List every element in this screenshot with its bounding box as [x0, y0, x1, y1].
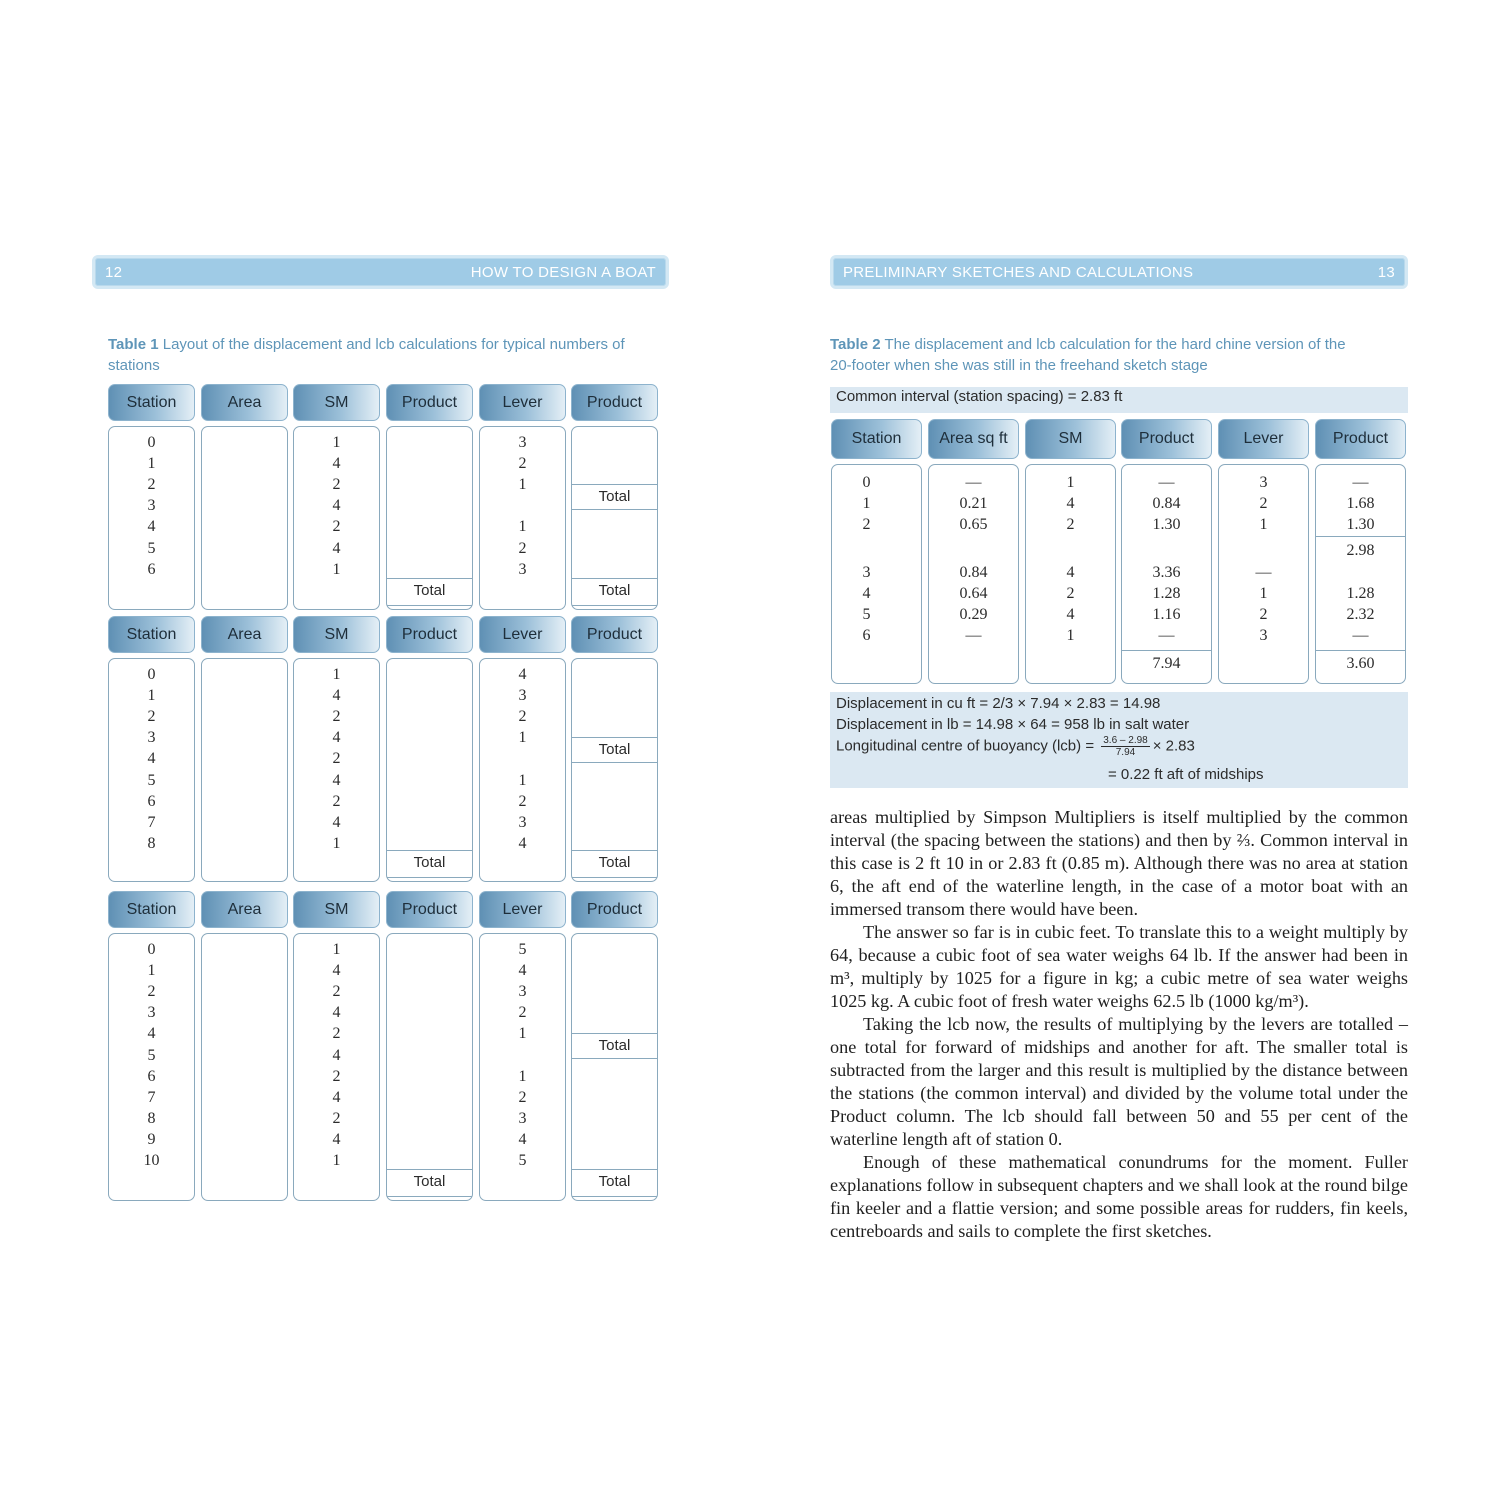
table1-cell: 9 — [147, 1130, 156, 1148]
table1-subtotal-rule — [572, 1058, 657, 1059]
table1-cell: 2 — [147, 476, 156, 494]
table1-cell: 4 — [518, 1130, 527, 1148]
table1-block1-col1 — [201, 658, 288, 882]
table1-cell: 4 — [147, 1025, 156, 1043]
table2-cell: — — [1352, 474, 1369, 491]
table1-cell: 4 — [147, 518, 156, 536]
common-interval-band — [830, 387, 1408, 413]
table2-cell: 0.84 — [1152, 495, 1181, 512]
table2-cell: 0.64 — [959, 585, 988, 602]
table2-cell: 1.16 — [1152, 606, 1181, 623]
right-running-title: PRELIMINARY SKETCHES AND CALCULATIONS — [843, 263, 1194, 281]
table2-cell: 4 — [1066, 564, 1075, 581]
table2-cell: 4 — [862, 585, 871, 602]
table1-cell: 2 — [332, 708, 341, 726]
table1-header-3: Product — [386, 891, 473, 928]
lcb-prefix: Longitudinal centre of buoyancy (lcb) = — [836, 737, 1099, 755]
table1-cell: 2 — [332, 983, 341, 1001]
lcb-formula — [836, 735, 1195, 758]
table2-cell: 3 — [1259, 627, 1268, 644]
table1-header-2: SM — [293, 891, 380, 928]
table1-cell: 1 — [518, 771, 527, 789]
table1-cell: 5 — [147, 1046, 156, 1064]
table1-total-label: Total — [413, 582, 446, 599]
table1-cell: 1 — [332, 1152, 341, 1169]
table1-header-0: Station — [108, 616, 195, 653]
table1-block1-col4 — [479, 658, 566, 882]
table2-cell: — — [1158, 627, 1175, 644]
table1-block0-col5 — [571, 426, 658, 610]
table1-cell: 4 — [332, 1004, 341, 1022]
table1-cell: 5 — [147, 539, 156, 557]
table1-cell: 2 — [332, 518, 341, 536]
table1-header-4: Lever — [479, 384, 566, 421]
table1-total-rule — [387, 877, 472, 878]
table1-cell: 1 — [332, 434, 341, 451]
table1-header-1: Area — [201, 891, 288, 928]
table1-header-3: Product — [386, 384, 473, 421]
table1-cell: 5 — [518, 1152, 527, 1169]
paragraph-4: Enough of these mathematical conundrums for the moment. Fuller explanations follow in subsequent chapters and we shall look at the round bilge fin keeler and a flattie version; and some possible areas for rudders, fin keels, centreboards and sails to complete the first sketches. — [830, 1152, 1408, 1241]
table1-cell: 5 — [518, 941, 527, 958]
table2-cell: 2 — [1259, 606, 1268, 623]
table1-cell: 2 — [518, 1088, 527, 1106]
table2-cell: 3.36 — [1152, 564, 1181, 581]
table1-total-rule — [572, 877, 657, 878]
table1-total-rule — [387, 850, 472, 851]
table1-cell: 4 — [332, 729, 341, 747]
table1-cell: 2 — [518, 792, 527, 810]
table1-cell: 0 — [147, 434, 156, 451]
table2-moment-rule — [1316, 650, 1405, 651]
table2-cell: 4 — [1066, 606, 1075, 623]
table2-header-4: Lever — [1218, 419, 1309, 459]
table1-cell: 4 — [147, 750, 156, 768]
table1-cell: 1 — [332, 666, 341, 683]
table1-block2-col3 — [386, 933, 473, 1201]
table1-cell: 4 — [332, 962, 341, 980]
table1-total-rule — [387, 578, 472, 579]
left-page-number: 12 — [105, 263, 123, 281]
table1-cell: 3 — [147, 729, 156, 747]
table1-cell: 6 — [147, 560, 156, 578]
table1-cell: 2 — [518, 708, 527, 726]
table2-cell: — — [965, 474, 982, 491]
table1-block2-col1 — [201, 933, 288, 1201]
table2-cell: 0.21 — [959, 495, 988, 512]
paragraph-1: areas multiplied by Simpson Multipliers is itself multiplied by the common interval (the spacing between the stations) and then by ⅔. Common interval in this case is 2 ft 10 in or 2.83 ft (0.85 m). Although there was no area at station 6, the aft end of the waterline length, in the case of a motor boat with an immersed transom there would have been. — [830, 807, 1408, 919]
table2-header-5: Product — [1315, 419, 1406, 459]
displacement-cuft: Displacement in cu ft = 2/3 × 7.94 × 2.83 = 14.98 — [836, 695, 1161, 712]
right-running-head — [830, 255, 1408, 289]
table1-cell: 1 — [332, 941, 341, 958]
table1-header-3: Product — [386, 616, 473, 653]
table2-cell: 6 — [862, 627, 871, 644]
table2-cell: 0.84 — [959, 564, 988, 581]
table1-cell: 6 — [147, 1067, 156, 1085]
lcb-frac-denominator: 7.94 — [1115, 747, 1136, 758]
table2-cell: 0.29 — [959, 606, 988, 623]
table1-subtotal-rule — [572, 1033, 657, 1034]
table1-subtotal-rule — [572, 762, 657, 763]
table1-header-2: SM — [293, 616, 380, 653]
table1-block1-col2 — [293, 658, 380, 882]
table2-cell: 1 — [862, 495, 871, 512]
table2-col-1 — [928, 464, 1019, 684]
table1-total-rule — [572, 605, 657, 606]
table2-cell: 1.28 — [1152, 585, 1181, 602]
table2-cell: 1 — [1259, 585, 1268, 602]
table2-header-3: Product — [1121, 419, 1212, 459]
table1-cell: 4 — [518, 962, 527, 980]
table1-cell: 1 — [147, 687, 156, 705]
table2-moment-rule — [1316, 536, 1405, 537]
table1-block1-col0 — [108, 658, 195, 882]
table2-cell: 0.65 — [959, 516, 988, 533]
table2-cell: 1 — [1259, 516, 1268, 533]
table1-cell: 3 — [518, 813, 527, 831]
table1-block1-col5 — [571, 658, 658, 882]
table2-cell: — — [965, 627, 982, 644]
table1-cell: 4 — [332, 813, 341, 831]
table2-cell: 4 — [1066, 495, 1075, 512]
table1-cell: 2 — [332, 792, 341, 810]
table2-col-2 — [1025, 464, 1116, 684]
table2-col-4 — [1218, 464, 1309, 684]
table2-cell: 1.30 — [1346, 516, 1375, 533]
table1-cell: 0 — [147, 666, 156, 683]
lcb-fraction — [1101, 735, 1149, 758]
table2-cell: 0 — [862, 474, 871, 491]
table1-cell: 4 — [332, 497, 341, 515]
table1-total-label: Total — [598, 582, 631, 599]
table1-subtotal-rule — [572, 484, 657, 485]
table1-cell: 8 — [147, 1109, 156, 1127]
table1-subtotal-label: Total — [598, 488, 631, 505]
table1-block0-col2 — [293, 426, 380, 610]
table1-total-rule — [572, 1169, 657, 1170]
table1-cell: 4 — [332, 539, 341, 557]
table1-cell: 2 — [147, 983, 156, 1001]
table1-block2-col5 — [571, 933, 658, 1201]
table2-cell: 3 — [1259, 474, 1268, 491]
table1-cell: 4 — [332, 1088, 341, 1106]
table1-cell: 7 — [147, 813, 156, 831]
table1-total-rule — [387, 1196, 472, 1197]
table1-cell: 3 — [518, 687, 527, 705]
table1-header-1: Area — [201, 616, 288, 653]
table1-cell: 4 — [332, 455, 341, 473]
table1-subtotal-rule — [572, 737, 657, 738]
table1-total-label: Total — [598, 1173, 631, 1190]
lcb-suffix: × 2.83 — [1152, 737, 1195, 755]
table2-cell: 1 — [1066, 627, 1075, 644]
table2-cell: 2.32 — [1346, 606, 1375, 623]
table2-header-0: Station — [831, 419, 922, 459]
table1-cell: 1 — [518, 1025, 527, 1043]
table1-header-4: Lever — [479, 616, 566, 653]
table1-cell: 3 — [147, 497, 156, 515]
table1-cell: 3 — [518, 434, 527, 451]
table1-caption-text: Layout of the displacement and lcb calculations for typical numbers of stations — [108, 336, 625, 374]
table1-cell: 5 — [147, 771, 156, 789]
table1-block2-col4 — [479, 933, 566, 1201]
table1-header-5: Product — [571, 384, 658, 421]
table1-cell: 4 — [518, 666, 527, 683]
table2-cell: 3 — [862, 564, 871, 581]
table1-cell: 1 — [332, 560, 341, 578]
common-interval-text: Common interval (station spacing) = 2.83 ft — [836, 388, 1123, 405]
table1-cell: 2 — [518, 539, 527, 557]
table1-total-label: Total — [413, 1173, 446, 1190]
table1-cell: 1 — [518, 476, 527, 494]
displacement-lb: Displacement in lb = 14.98 × 64 = 958 lb in salt water — [836, 716, 1190, 733]
right-page — [830, 255, 1408, 289]
table2-header-1: Area sq ft — [928, 419, 1019, 459]
left-running-head — [92, 255, 669, 289]
table2-col-3 — [1121, 464, 1212, 684]
table1-cell: 2 — [332, 750, 341, 768]
table1-cell: 4 — [332, 1046, 341, 1064]
table1-cell: 6 — [147, 792, 156, 810]
table2-cell: — — [1255, 564, 1272, 581]
table1-header-4: Lever — [479, 891, 566, 928]
table1-header-0: Station — [108, 384, 195, 421]
table1-header-2: SM — [293, 384, 380, 421]
table1-subtotal-label: Total — [598, 741, 631, 758]
table1-cell: 8 — [147, 834, 156, 852]
table1-cell: 2 — [518, 1004, 527, 1022]
table1-subtotal-rule — [572, 509, 657, 510]
table2-cell: 1.68 — [1346, 495, 1375, 512]
table1-header-5: Product — [571, 891, 658, 928]
table1-cell: 1 — [332, 834, 341, 852]
table1-cell: 2 — [147, 708, 156, 726]
table1-cell: 3 — [518, 1109, 527, 1127]
table1-cell: 3 — [518, 560, 527, 578]
paragraph-2: The answer so far is in cubic feet. To translate this to a weight multiply by 64, because a cubic foot of sea water weighs 64 lb. If the answer had been in m³, multiply by 1025 for a figure in kg; a cubic metre of sea water weighs 1025 kg. A cubic foot of fresh water weighs 62.5 lb (1000 kg/m³). — [830, 922, 1408, 1011]
table1-cell: 4 — [332, 771, 341, 789]
table1-header-5: Product — [571, 616, 658, 653]
table2-caption-line2: 20-footer when she was still in the freehand sketch stage — [830, 357, 1208, 374]
table2-cell: 1 — [1066, 474, 1075, 491]
table1-cell: 1 — [147, 962, 156, 980]
table2-col-5 — [1315, 464, 1406, 684]
table1-cell: 1 — [518, 1067, 527, 1085]
table2-caption-label: Table 2 — [830, 336, 881, 353]
table1-cell: 2 — [332, 1067, 341, 1085]
table1-cell: 1 — [518, 518, 527, 536]
table2-product-total: 7.94 — [1152, 655, 1181, 672]
table1-cell: 4 — [332, 1130, 341, 1148]
table2-cell: — — [1158, 474, 1175, 491]
table1-cell: 2 — [518, 455, 527, 473]
table1-total-rule — [387, 605, 472, 606]
table1-cell: 0 — [147, 941, 156, 958]
table1-cell: 4 — [332, 687, 341, 705]
table1-cell: 10 — [143, 1152, 160, 1169]
table1-header-1: Area — [201, 384, 288, 421]
table1-cell: 2 — [332, 1025, 341, 1043]
table1-cell: 7 — [147, 1088, 156, 1106]
lcb-frac-numerator: 3.6 – 2.98 — [1103, 735, 1148, 746]
table1-cell: 2 — [332, 476, 341, 494]
table2-caption-line1: The displacement and lcb calculation for the hard chine version of the — [880, 336, 1346, 353]
table2-cell: 2 — [1259, 495, 1268, 512]
table1-caption-label: Table 1 — [108, 336, 159, 353]
table2-cell: 1.28 — [1346, 585, 1375, 602]
table1-cell: 2 — [332, 1109, 341, 1127]
table2-header-2: SM — [1025, 419, 1116, 459]
table1-block0-col4 — [479, 426, 566, 610]
table1-total-rule — [572, 1196, 657, 1197]
right-page-number: 13 — [1377, 263, 1395, 281]
table1-cell: 3 — [518, 983, 527, 1001]
table1-block0-col3 — [386, 426, 473, 610]
paragraph-3: Taking the lcb now, the results of multiplying by the levers are totalled – one total for forward of midships and another for aft. The smaller total is subtracted from the larger and this result is multiplied by the distance between the stations (the common interval) and divided by the volume total under the Product column. The lcb should fall between 50 and 55 per cent of the waterline length aft of station 0. — [830, 1014, 1408, 1149]
lcb-result: = 0.22 ft aft of midships — [1108, 766, 1264, 783]
table2-cell: 2 — [1066, 516, 1075, 533]
table1-block0-col1 — [201, 426, 288, 610]
table2-product-rule — [1122, 650, 1211, 651]
body-text — [830, 806, 1408, 1243]
table1-caption — [108, 334, 653, 376]
table2-moment-fwd-total: 2.98 — [1346, 542, 1375, 559]
table1-total-label: Total — [413, 854, 446, 871]
table1-total-rule — [387, 1169, 472, 1170]
table1-header-0: Station — [108, 891, 195, 928]
table1-cell: 3 — [147, 1004, 156, 1022]
table1-block2-col0 — [108, 933, 195, 1201]
table1-subtotal-label: Total — [598, 1037, 631, 1054]
left-page — [92, 255, 669, 289]
table1-block0-col0 — [108, 426, 195, 610]
table2-cell: 1.30 — [1152, 516, 1181, 533]
table2-cell: — — [1352, 627, 1369, 644]
table1-total-rule — [572, 578, 657, 579]
table2-cell: 2 — [1066, 585, 1075, 602]
left-running-title: HOW TO DESIGN A BOAT — [470, 263, 656, 281]
table1-block2-col2 — [293, 933, 380, 1201]
table1-total-label: Total — [598, 854, 631, 871]
table2-cell: 2 — [862, 516, 871, 533]
results-band — [830, 692, 1408, 788]
table2-caption — [830, 334, 1408, 376]
table1-block1-col3 — [386, 658, 473, 882]
table1-cell: 1 — [147, 455, 156, 473]
table1-cell: 4 — [518, 834, 527, 852]
table2-cell: 5 — [862, 606, 871, 623]
table1-total-rule — [572, 850, 657, 851]
table1-cell: 1 — [518, 729, 527, 747]
table2-moment-aft-total: 3.60 — [1346, 655, 1375, 672]
table2-col-0 — [831, 464, 922, 684]
